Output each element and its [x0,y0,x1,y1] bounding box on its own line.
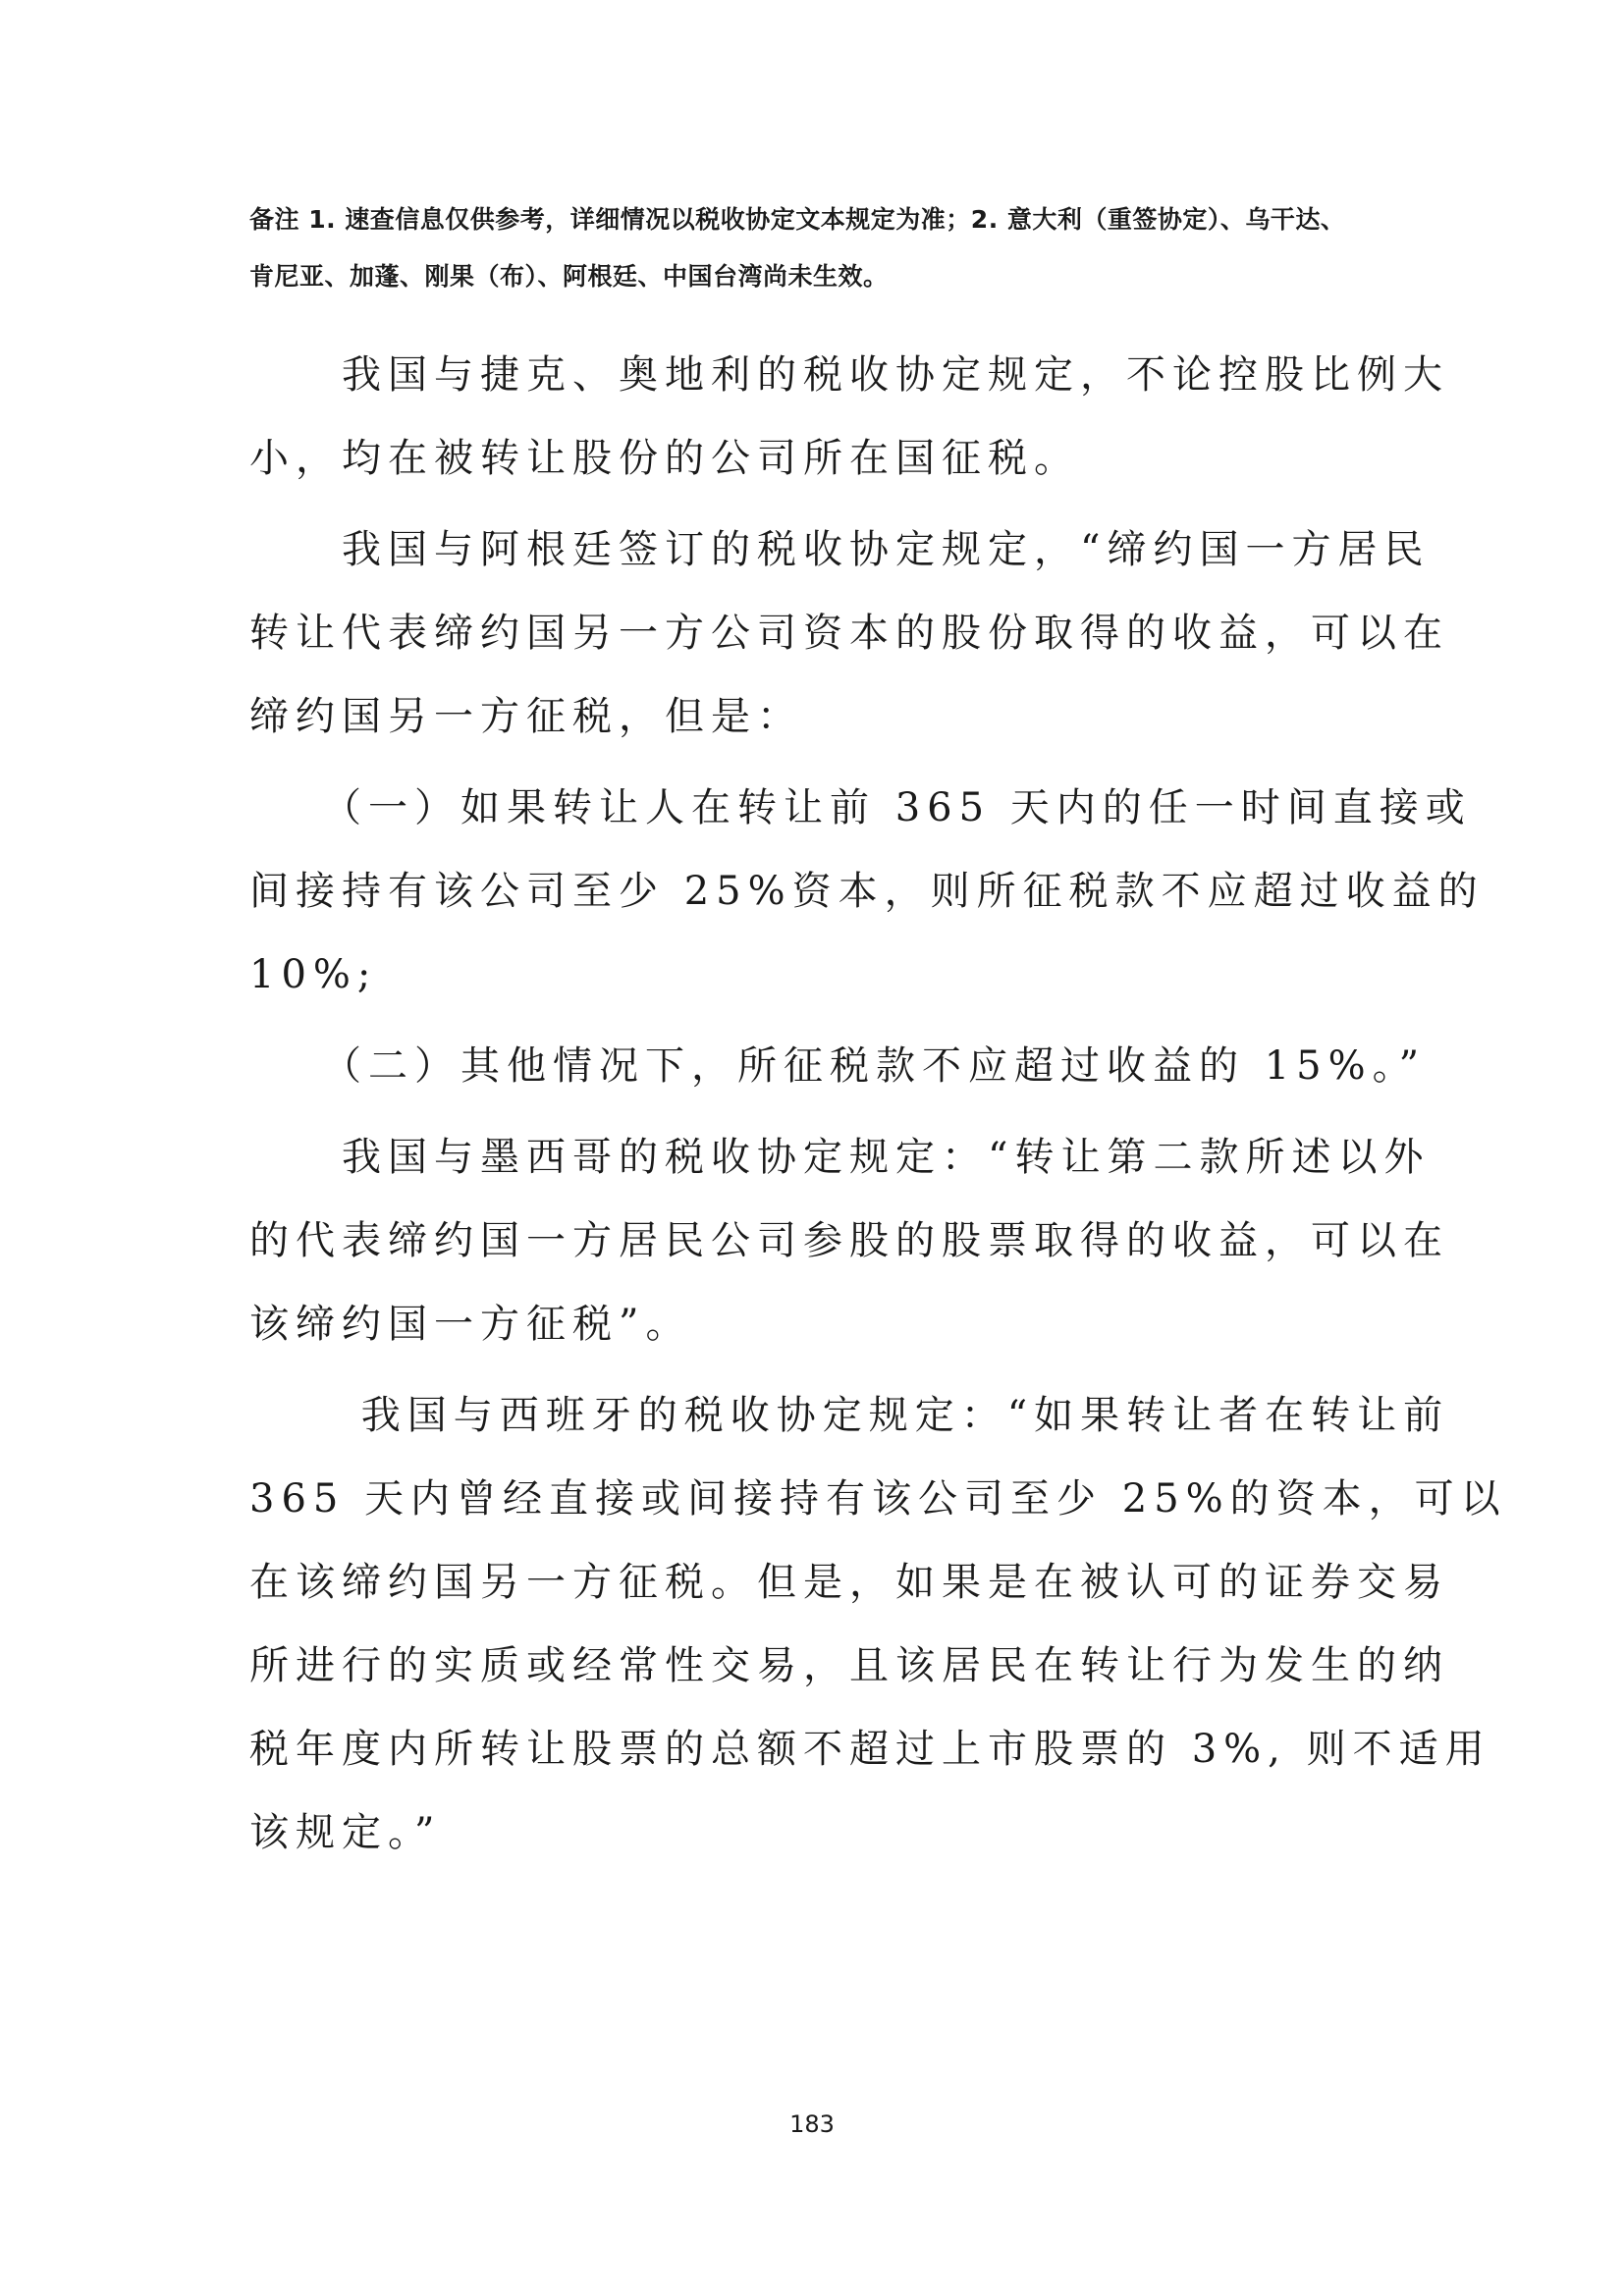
paragraph-item-two [249,1025,1427,1108]
paragraph-line: 我国与西班牙的税收协定规定：“如果转让者在转让前 [249,1393,1450,1438]
paragraph-line: 的代表缔约国一方居民公司参股的股票取得的收益，可以在 [249,1218,1449,1263]
body-text [249,334,1507,1883]
paragraph-mexico [249,1116,1449,1366]
paragraph-line: 该缔约国一方征税”。 [249,1302,692,1347]
paragraph-line: （一）如果转让人在转让前 365 天内的任一时间直接或 [249,785,1472,830]
paragraph-line: 10%; [249,952,378,997]
paragraph-line: 小，均在被转让股份的公司所在国征税。 [249,436,1080,481]
paragraph-line: 所进行的实质或经常性交易，且该居民在转让行为发生的纳 [249,1643,1449,1688]
footnote-remark [249,191,1398,305]
paragraph-item-one [249,767,1485,1017]
paragraph-line: 缔约国另一方征税，但是： [249,694,803,739]
paragraph-line: 在该缔约国另一方征税。但是，如果是在被认可的证券交易 [249,1560,1449,1605]
paragraph-line: （二）其他情况下，所征税款不应超过收益的 15%。” [249,1043,1427,1089]
paragraph-line: 我国与阿根廷签订的税收协定规定，“缔约国一方居民 [249,527,1431,572]
paragraph-line: 365 天内曾经直接或间接持有该公司至少 25%的资本，可以 [249,1476,1507,1522]
footnote-line: 肯尼亚、加蓬、刚果（布）、阿根廷、中国台湾尚未生效。 [249,262,889,291]
paragraph-line: 转让代表缔约国另一方公司资本的股份取得的收益，可以在 [249,611,1449,656]
paragraph-line: 该规定。” [249,1810,442,1855]
paragraph-line: 税年度内所转让股票的总额不超过上市股票的 3%, 则不适用 [249,1727,1491,1772]
footnote-line: 备注 1. 速查信息仅供参考，详细情况以税收协定文本规定为准；2. 意大利（重签协定）、乌干达、 [249,205,1346,234]
paragraph-line: 我国与捷克、奥地利的税收协定规定，不论控股比例大 [249,352,1449,398]
page-number: 183 [789,2110,835,2138]
paragraph-argentina [249,508,1449,759]
paragraph-line: 间接持有该公司至少 25%资本，则所征税款不应超过收益的 [249,869,1485,914]
paragraph-line: 我国与墨西哥的税收协定规定：“转让第二款所述以外 [249,1135,1431,1180]
paragraph-spain [249,1374,1507,1875]
paragraph-czech-austria [249,334,1449,501]
